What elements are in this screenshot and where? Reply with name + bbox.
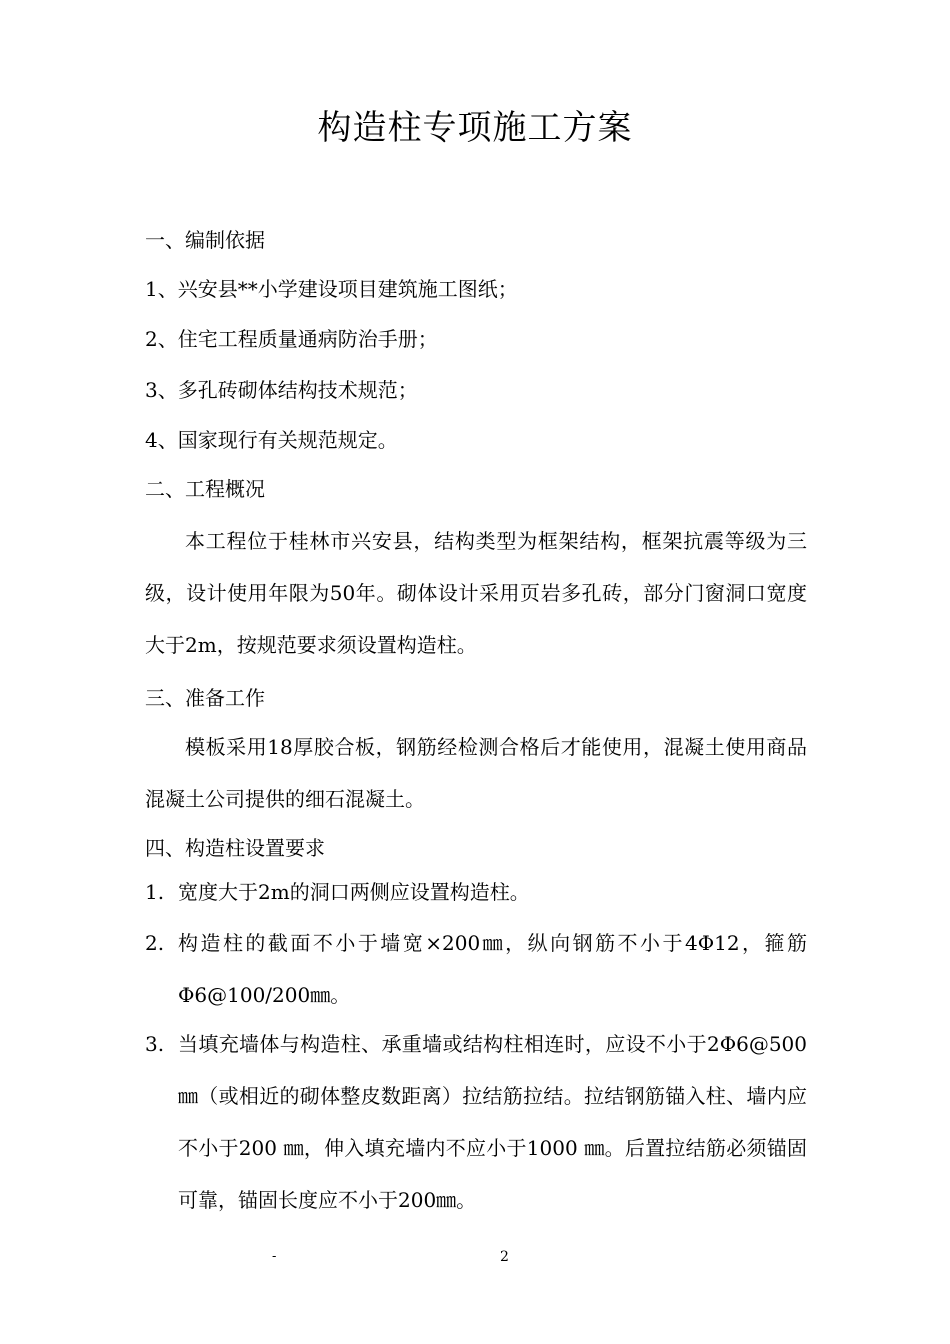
basis-item-2: 2、住宅工程质量通病防治手册； (145, 327, 438, 351)
basis-item-1: 1、兴安县**小学建设项目建筑施工图纸； (145, 277, 518, 301)
requirement-text: 当填充墙体与构造柱、承重墙或结构柱相连时，应设不小于2Φ6@500 ㎜（或相近的砌体整皮数距离）拉结筋拉结。拉结钢筋锚入柱、墙内应不小于200 ㎜，伸入填充墙内不应小于1000 ㎜。后置拉结筋必须锚固可靠，锚固长度应不小于200㎜。 (178, 1032, 807, 1212)
preparation-paragraph: 模板采用18厚胶合板，钢筋经检测合格后才能使用，混凝土使用商品混凝土公司提供的细石混凝土。 (145, 735, 807, 811)
basis-item-3: 3、多孔砖砌体结构技术规范； (145, 378, 418, 402)
requirement-item-1 (145, 866, 807, 918)
footer-dash: - (272, 1249, 277, 1264)
section-heading-requirements: 四、构造柱设置要求 (145, 836, 325, 860)
section-heading-preparation: 三、准备工作 (145, 686, 265, 710)
section-heading-overview: 二、工程概况 (145, 477, 265, 501)
requirement-item-2 (145, 917, 807, 1021)
requirement-number: 1. (145, 880, 165, 904)
requirement-number: 3. (145, 1032, 165, 1056)
requirement-text: 构造柱的截面不小于墙宽×200㎜，纵向钢筋不小于4Φ12，箍筋Φ6@100/200㎜。 (178, 931, 807, 1007)
overview-paragraph: 本工程位于桂林市兴安县，结构类型为框架结构，框架抗震等级为三级，设计使用年限为50年。砌体设计采用页岩多孔砖，部分门窗洞口宽度大于2m，按规范要求须设置构造柱。 (145, 529, 807, 657)
requirement-number: 2. (145, 931, 165, 955)
basis-item-4: 4、国家现行有关规范规定。 (145, 428, 398, 452)
requirement-text: 宽度大于2m的洞口两侧应设置构造柱。 (178, 880, 530, 904)
document-title: 构造柱专项施工方案 (317, 108, 633, 148)
page-number: 2 (500, 1249, 509, 1265)
section-heading-basis: 一、编制依据 (145, 228, 265, 252)
requirement-item-3 (145, 1018, 807, 1226)
